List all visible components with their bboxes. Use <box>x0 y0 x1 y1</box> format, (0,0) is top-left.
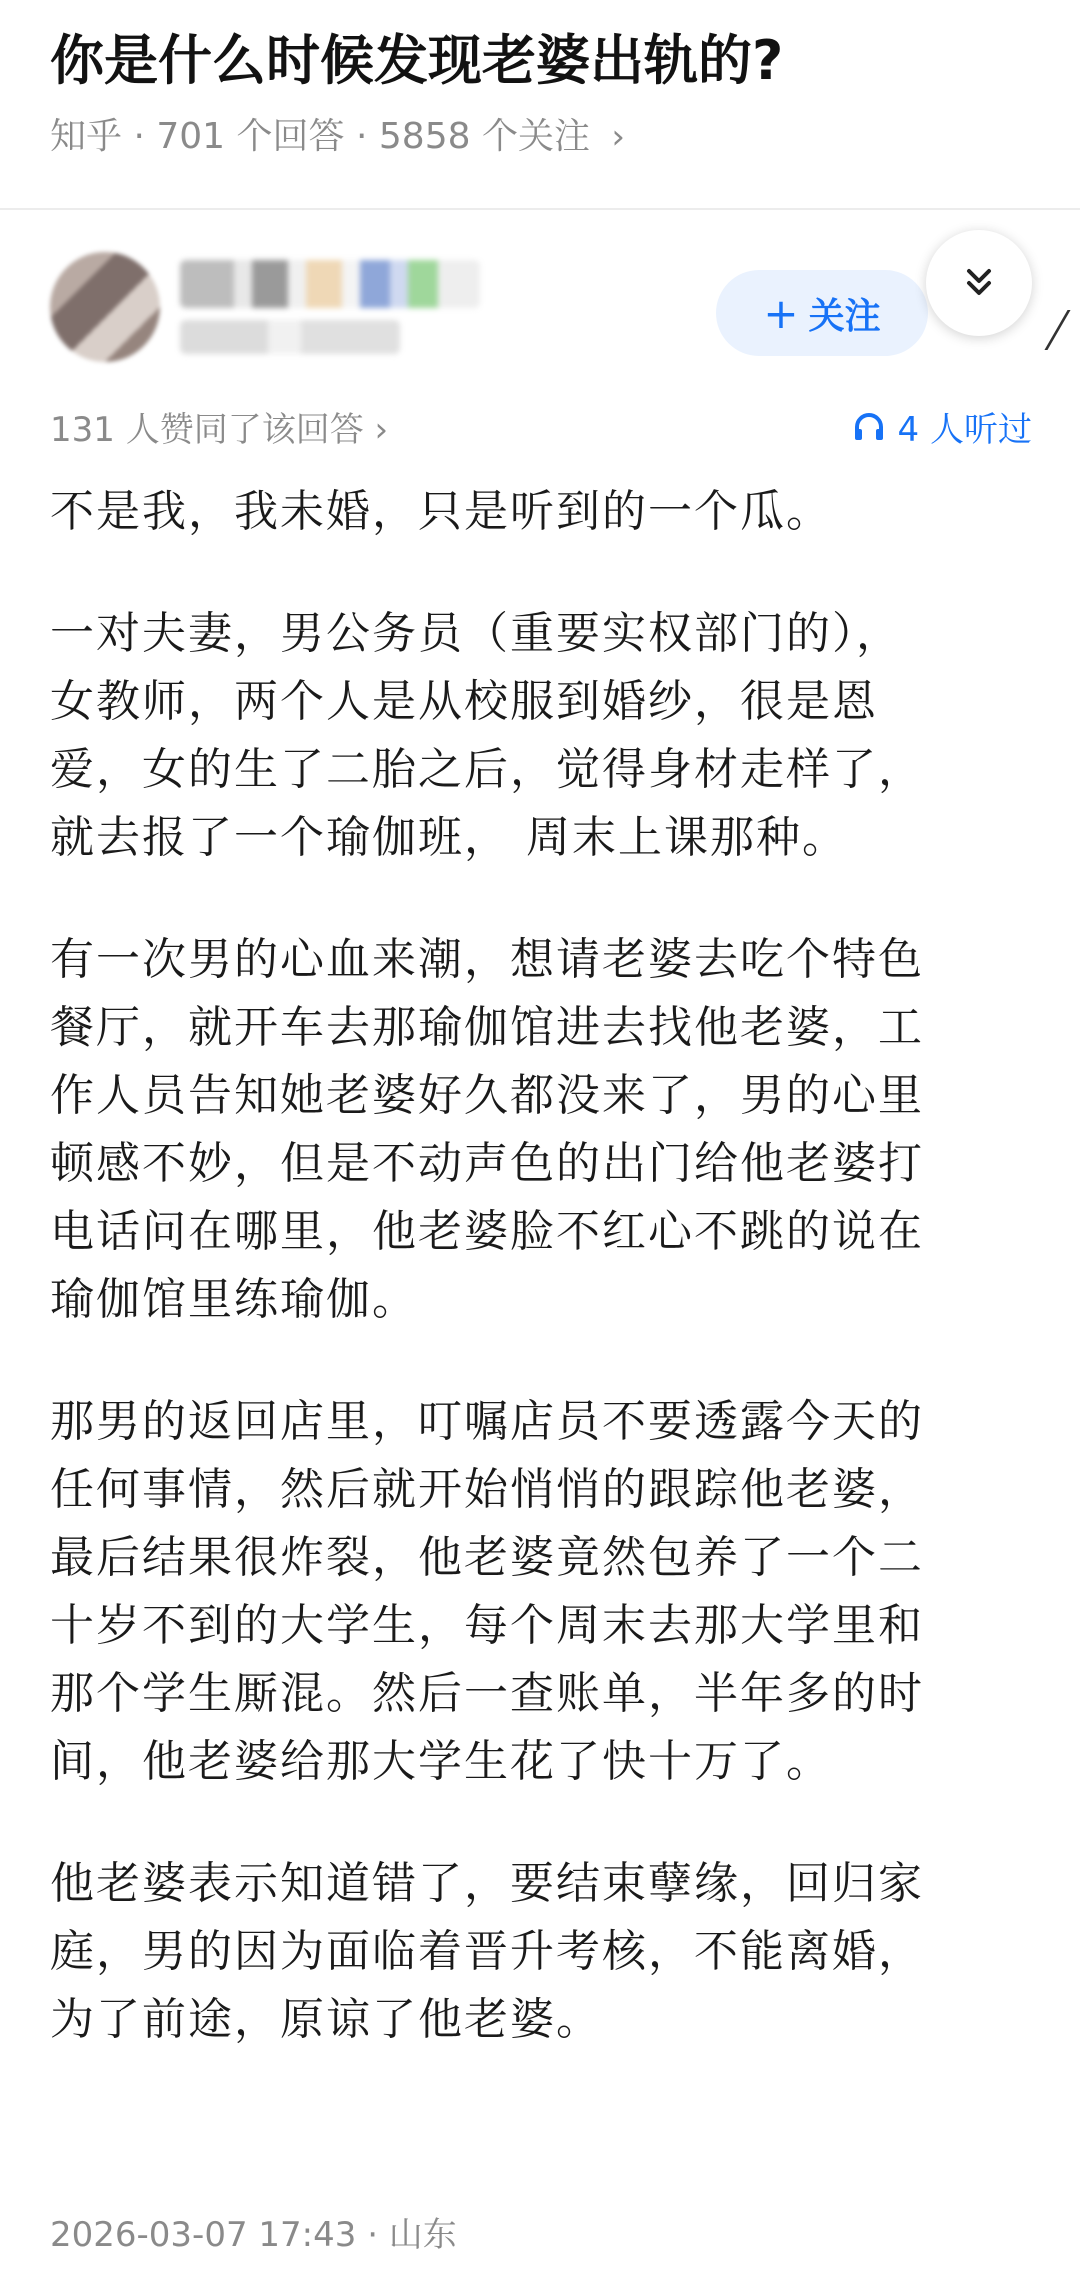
answer-paragraph <box>50 478 1040 546</box>
avatar[interactable] <box>50 252 160 362</box>
answer-timestamp: 2026-03-07 17:43 · 山东 <box>50 2215 457 2255</box>
question-meta[interactable]: 知乎 · 701 个回答 · 5858 个关注 › <box>50 116 626 157</box>
paragraph-line: 一对夫妻，男公务员（重要实权部门的）， <box>50 608 902 659</box>
plus-icon: + <box>763 288 799 338</box>
answer-paragraph <box>50 1850 1040 2054</box>
answer-paragraph <box>50 600 1040 872</box>
paragraph-line: 就去报了一个瑜伽班， 周末上课那种。 <box>50 812 848 863</box>
paragraph-line: 他老婆表示知道错了，要结束孽缘，回归家 <box>50 1858 924 1909</box>
paragraph-line: 电话问在哪里，他老婆脸不红心不跳的说在 <box>50 1206 924 1257</box>
double-chevron-down-icon <box>959 263 999 303</box>
edge-icon <box>1028 310 1070 350</box>
collapse-button[interactable] <box>926 230 1032 336</box>
paragraph-line: 餐厅，就开车去那瑜伽馆进去找他老婆，工 <box>50 1002 924 1053</box>
paragraph-line: 不是我，我未婚，只是听到的一个瓜。 <box>50 486 832 537</box>
question-header <box>0 0 1080 210</box>
answer-content <box>50 478 1040 2108</box>
answer-count: 701 个回答 <box>156 116 345 157</box>
paragraph-line: 任何事情，然后就开始悄悄的跟踪他老婆， <box>50 1464 924 1515</box>
paragraph-line: 作人员告知她老婆好久都没来了，男的心里 <box>50 1070 924 1121</box>
follow-label: 关注 <box>808 295 881 337</box>
voteup-count[interactable]: 131 人赞同了该回答 › <box>50 410 389 450</box>
listen-label: 4 人听过 <box>897 410 1032 450</box>
author-name-blurred[interactable] <box>180 260 480 308</box>
follower-count: 5858 个关注 <box>378 116 590 157</box>
author-bio-blurred <box>180 320 400 354</box>
paragraph-line: 顿感不妙，但是不动声色的出门给他老婆打 <box>50 1138 924 1189</box>
paragraph-line: 为了前途，原谅了他老婆。 <box>50 1994 602 2045</box>
paragraph-line: 女教师，两个人是从校服到婚纱，很是恩 <box>50 676 878 727</box>
paragraph-line: 最后结果很炸裂，他老婆竟然包养了一个二 <box>50 1532 924 1583</box>
question-title[interactable]: 你是什么时候发现老婆出轨的? <box>50 29 784 92</box>
paragraph-line: 十岁不到的大学生，每个周末去那大学里和 <box>50 1600 924 1651</box>
answer-paragraph <box>50 1388 1040 1796</box>
answer-paragraph <box>50 926 1040 1334</box>
chevron-right-icon: › <box>611 117 626 157</box>
listen-count[interactable] <box>852 402 1032 451</box>
paragraph-line: 那男的返回店里，叮嘱店员不要透露今天的 <box>50 1396 924 1447</box>
headphones-icon <box>852 410 886 444</box>
follow-button[interactable] <box>716 270 928 356</box>
paragraph-line: 庭，男的因为面临着晋升考核，不能离婚， <box>50 1926 924 1977</box>
paragraph-line: 那个学生厮混。然后一查账单，半年多的时 <box>50 1668 924 1719</box>
paragraph-line: 瑜伽馆里练瑜伽。 <box>50 1274 418 1325</box>
paragraph-line: 有一次男的心血来潮，想请老婆去吃个特色 <box>50 934 924 985</box>
paragraph-line: 间，他老婆给那大学生花了快十万了。 <box>50 1736 832 1787</box>
paragraph-line: 爱，女的生了二胎之后，觉得身材走样了， <box>50 744 924 795</box>
author-row <box>0 210 1080 390</box>
source-label: 知乎 <box>50 116 123 157</box>
